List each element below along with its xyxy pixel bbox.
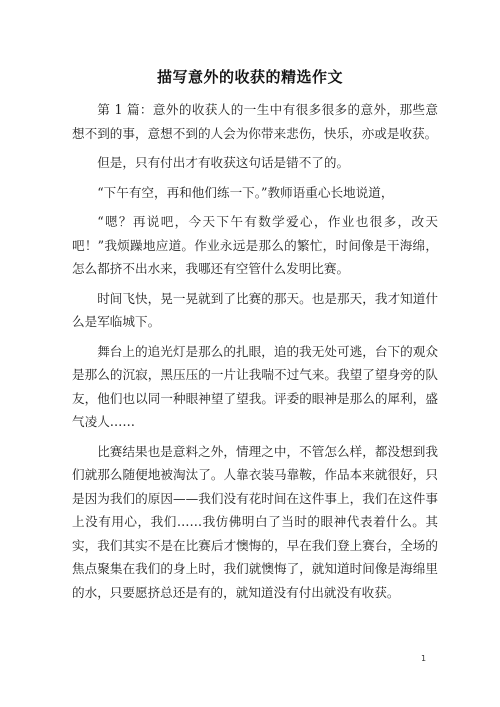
paragraph: “下午有空，再和他们练一下。”教师语重心长地说道， (97, 184, 394, 200)
page-title: 描写意外的收获的精选作文 (156, 68, 343, 86)
paragraph: 舞台上的追光灯是那么的扎眼，追的我无处可逃，台下的观众是那么的沉寂，黑压压的一片让我喘不过气来。我望了望身旁的队友，他们也以同一种眼神望了望我。评委的眼神是那么的犀利，盛气凌人…… (72, 343, 438, 429)
page-number: 1 (421, 654, 427, 663)
paragraph: 但是，只有付出才有收获这句话是错不了的。 (97, 155, 350, 170)
paragraph: 第 1 篇：意外的收获人的一生中有很多很多的意外，那些意想不到的事，意想不到的人会为你带来悲伤，快乐，亦或是收获。 (72, 102, 438, 141)
paragraph: 比赛结果也是意料之外，情理之中，不管怎么样，都没想到我们就那么随便地被淘汰了。人靠衣装马靠鞍，作品本来就很好，只是因为我们的原因——我们没有花时间在这件事上，我们在这件事上没有用心，我们……我仿佛明白了当时的眼神代表着什么。其实，我们其实不是在比赛后才懊悔的，早在我们登上赛台，全场的焦点聚集在我们的身上时，我们就懊悔了，就知道时间像是海绵里的水，只要愿挤总还是有的，就知道没有付出就没有收获。 (72, 443, 438, 600)
paragraph: 时间飞快，晃一晃就到了比赛的那天。也是那天，我才知道什么是军临城下。 (72, 290, 438, 329)
article-body (72, 98, 438, 610)
paragraph: “嗯？再说吧，今天下午有数学爱心，作业也很多，改天吧！”我烦躁地应道。作业永远是那么的繁忙，时间像是干海绵，怎么都挤不出水来，我哪还有空管什么发明比赛。 (72, 214, 438, 276)
